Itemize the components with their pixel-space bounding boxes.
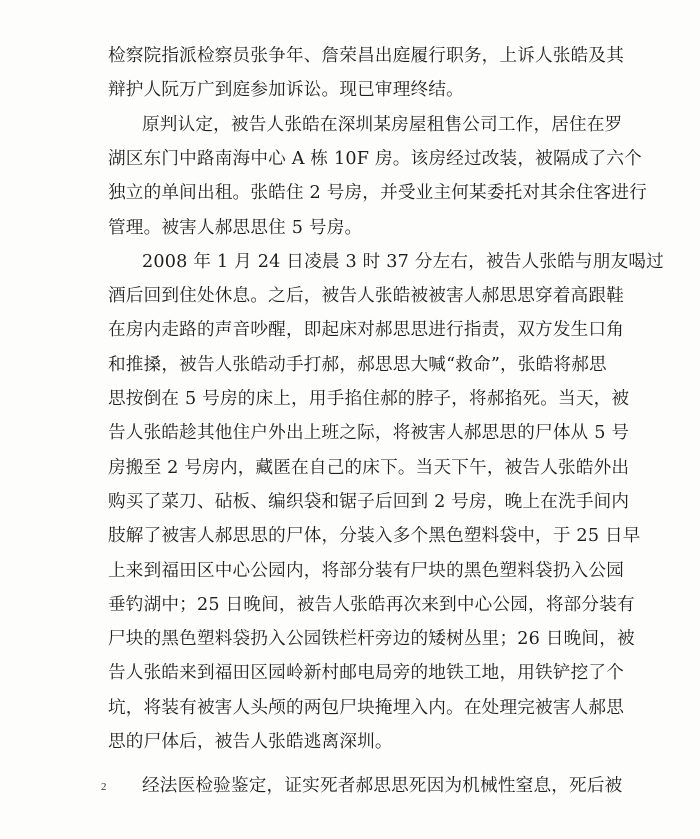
text-line: 垂钓湖中；25 日晚间，被告人张皓再次来到中心公园，将部分装有: [108, 595, 635, 615]
text-line: 思按倒在 5 号房的床上，用手掐住郝的脖子，将郝掐死。当天，被: [108, 389, 630, 409]
text-line: 房搬至 2 号房内，藏匿在自己的床下。当天下午，被告人张皓外出: [108, 458, 630, 478]
text-line: 湖区东门中路南海中心 A 栋 10F 房。该房经过改装，被隔成了六个: [108, 149, 642, 169]
page-number: 2: [101, 781, 107, 793]
text-line: 检察院指派检察员张争年、詹荣昌出庭履行职务，上诉人张皓及其: [108, 46, 625, 66]
text-line: 告人张皓趁其他住户外出上班之际，将被害人郝思思的尸体从 5 号: [108, 423, 630, 443]
paragraph-start-line: 原判认定，被告人张皓在深圳某房屋租售公司工作，居住在罗: [142, 115, 623, 135]
text-line: 酒后回到住处休息。之后，被告人张皓被被害人郝思思穿着高跟鞋: [108, 286, 625, 306]
text-line: 上来到福田区中心公园内，将部分装有尸块的黑色塑料袋扔入公园: [108, 561, 625, 581]
text-line: 思的尸体后，被告人张皓逃离深圳。: [108, 732, 393, 752]
text-line: 在房内走路的声音吵醒，即起床对郝思思进行指责，双方发生口角: [108, 320, 625, 340]
text-line: 和推搡，被告人张皓动手打郝，郝思思大喊“救命”，张皓将郝思: [108, 355, 607, 375]
text-line: 管理。被害人郝思思住 5 号房。: [108, 218, 363, 238]
text-line: 告人张皓来到福田区园岭新村邮电局旁的地铁工地，用铁铲挖了个: [108, 663, 625, 683]
paragraph-start-line: 经法医检验鉴定，证实死者郝思思死因为机械性窒息，死后被: [142, 776, 623, 796]
text-line: 购买了菜刀、砧板、编织袋和锯子后回到 2 号房，晚上在洗手间内: [108, 492, 630, 512]
text-line: 肢解了被害人郝思思的尸体，分装入多个黑色塑料袋中，于 25 日早: [108, 526, 641, 546]
paragraph-start-line: 2008 年 1 月 24 日凌晨 3 时 37 分左右，被告人张皓与朋友喝过: [142, 252, 664, 272]
text-line: 辩护人阮万广到庭参加诉讼。现已审理终结。: [108, 80, 464, 100]
text-line: 独立的单间出租。张皓住 2 号房，并受业主何某委托对其余住客进行: [108, 183, 648, 203]
text-line: 坑，将装有被害人头颅的两包尸块掩埋入内。在处理完被害人郝思: [108, 698, 625, 718]
text-line: 尸块的黑色塑料袋扔入公园铁栏杆旁边的矮树丛里；26 日晚间，被: [108, 629, 635, 649]
